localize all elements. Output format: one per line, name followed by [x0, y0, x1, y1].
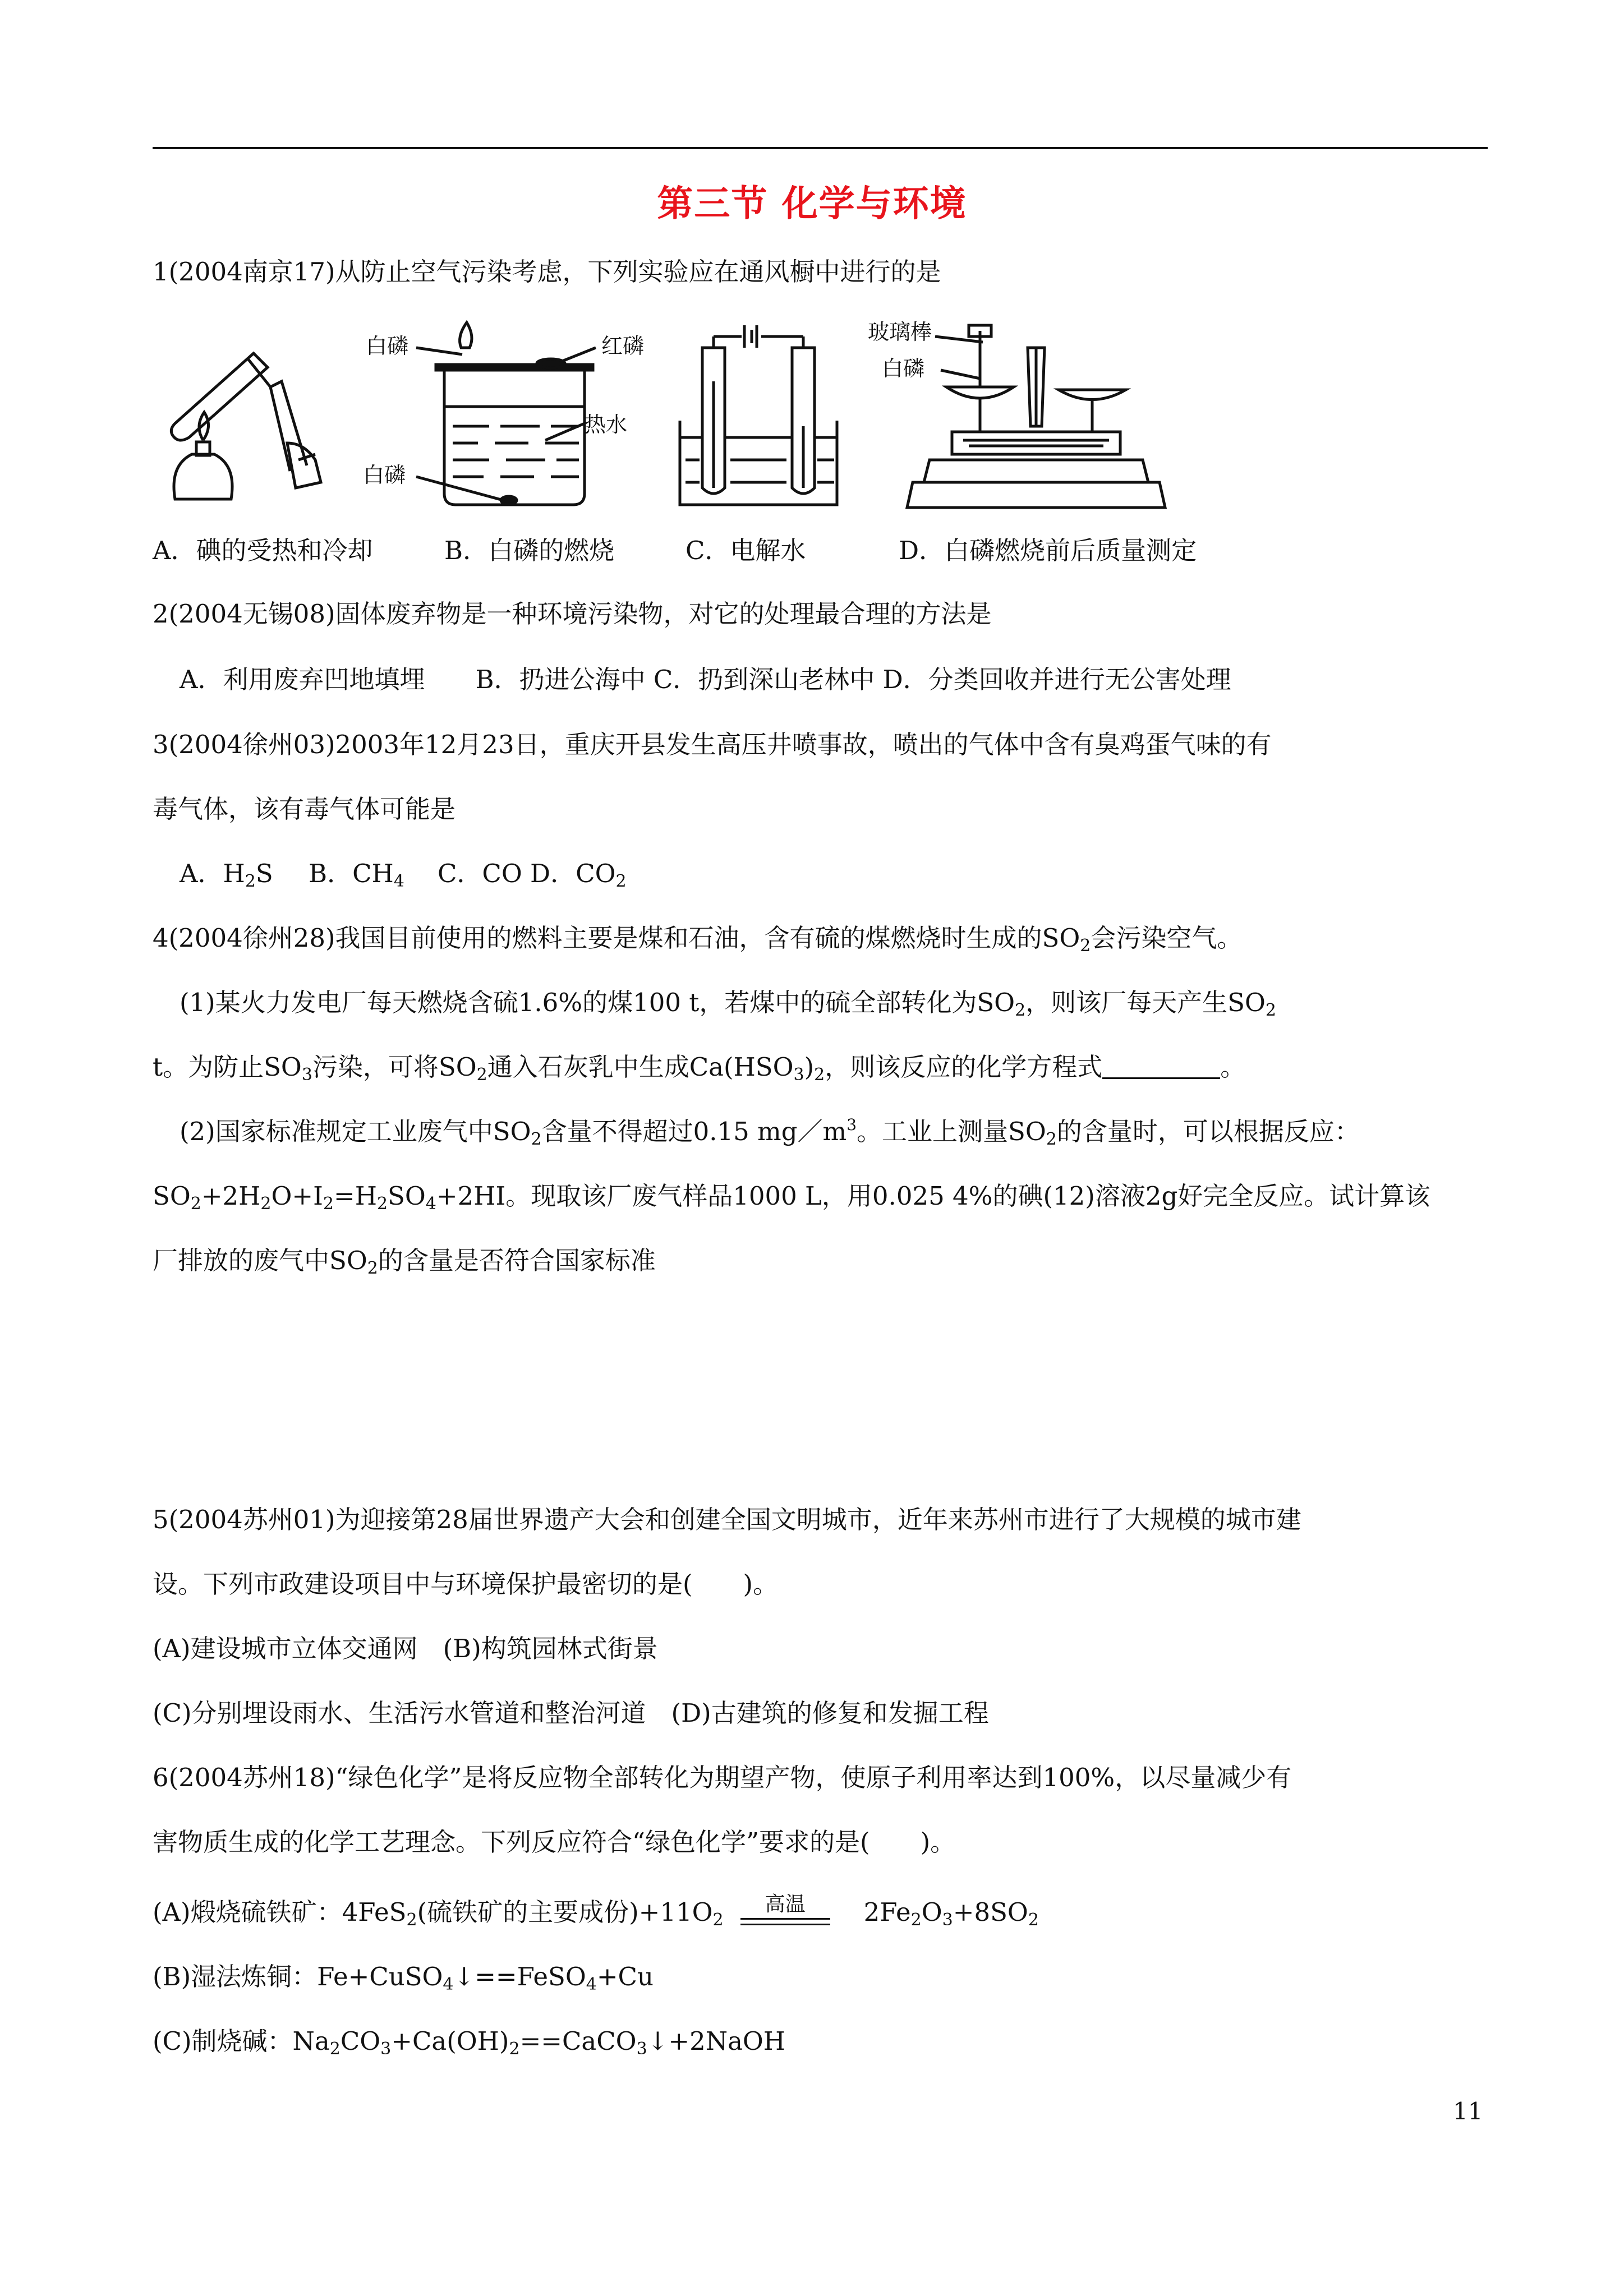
q1-option-c[interactable]: C．电解水	[686, 536, 806, 565]
figure-a-test-tube-heating	[153, 314, 338, 516]
figure-c-electrolysis	[669, 314, 848, 516]
q5-options-ab[interactable]: (A)建设城市立体交通网 (B)构筑园林式街景	[153, 1634, 658, 1663]
page-number: 11	[1453, 2097, 1483, 2125]
q4-part2-line2: $SO_2+2H_2O+I_2=H_2SO_4+2HI$。现取该厂废气样品1000 L，用0.025 4%的碘(12)溶液2g好完全反应。试计算该	[153, 1181, 1430, 1214]
q5-options-cd[interactable]: (C)分别埋设雨水、生活污水管道和整治河道 (D)古建筑的修复和发掘工程	[153, 1698, 989, 1728]
label-hot-water: 热水	[585, 412, 628, 437]
q2-options[interactable]: A．利用废弃凹地填埋 B．扔进公海中 C．扔到深山老林中 D．分类回收并进行无公害处理	[180, 665, 1231, 694]
q1-figures	[153, 314, 1521, 516]
q4-stem: 4(2004徐州28)我国目前使用的燃料主要是煤和石油，含有硫的煤燃烧时生成的$SO_2$会污染空气。	[153, 923, 1243, 956]
q4-part1-line2: t。为防止$SO_3$污染，可将$SO_2$通入石灰乳中生成$Ca(HSO_3)_2$，则该反应的化学方程式 。	[153, 1052, 1246, 1085]
answer-blank[interactable]	[1102, 1055, 1220, 1079]
figure-d-balance	[868, 314, 1182, 516]
q6-option-c[interactable]: (C)制烧碱：$Na_2CO_3+Ca(OH)_2==CaCO_3↓+2NaOH$	[153, 2026, 786, 2059]
label-red-p: 红磷	[601, 334, 645, 358]
label-glass-rod: 玻璃棒	[868, 320, 932, 344]
reaction-condition-arrow: 高温	[740, 1898, 830, 1931]
q1-option-b[interactable]: B．白磷的燃烧	[444, 536, 615, 565]
page-title: 第三节 化学与环境	[657, 183, 967, 225]
q3-stem-line1: 3(2004徐州03)2003年12月23日，重庆开县发生高压井喷事故，喷出的气体中含有臭鸡蛋气味的有	[153, 730, 1272, 759]
q6-option-b[interactable]: (B)湿法炼铜：Fe+CuSO$_4$↓==FeSO$_4$+Cu	[153, 1962, 654, 1994]
q3-option-a[interactable]: A．$H_2S$	[180, 859, 273, 891]
q5-stem-line2: 设。下列市政建设项目中与环境保护最密切的是( )。	[153, 1569, 779, 1599]
q2-stem: 2(2004无锡08)固体废弃物是一种环境污染物，对它的处理最合理的方法是	[153, 599, 992, 629]
label-white-p-bottom: 白磷	[363, 463, 406, 487]
q4-part2-line1: (2)国家标准规定工业废气中$SO_2$含量不得超过0.15 $mg/m^3$。工业上测量$SO_2$的含量时，可以根据反应：	[180, 1115, 1360, 1149]
q1-stem: 1(2004南京17)从防止空气污染考虑，下列实验应在通风橱中进行的是	[153, 257, 941, 287]
figure-b-beaker	[360, 314, 697, 516]
q5-stem-line1: 5(2004苏州01)为迎接第28届世界遗产大会和创建全国文明城市，近年来苏州市进行了大规模的城市建	[153, 1505, 1301, 1534]
q3-option-cd[interactable]: C．CO D．$CO_2$	[438, 859, 627, 891]
q3-option-b[interactable]: B．$CH_4$	[309, 859, 404, 891]
q6-stem-line2: 害物质生成的化学工艺理念。下列反应符合“绿色化学”要求的是( )。	[153, 1827, 956, 1857]
q1-options	[153, 534, 1197, 568]
q4-part2-line3: 厂排放的废气中$SO_2$的含量是否符合国家标准	[153, 1246, 656, 1278]
header-rule	[153, 147, 1488, 149]
q6-stem-line1: 6(2004苏州18)“绿色化学”是将反应物全部转化为期望产物，使原子利用率达到100%，以尽量减少有	[153, 1763, 1292, 1792]
q1-option-a[interactable]: A．碘的受热和冷却	[153, 536, 373, 565]
label-white-p-top: 白磷	[366, 334, 409, 358]
q3-options	[180, 857, 627, 891]
q4-part1-line1: (1)某火力发电厂每天燃烧含硫1.6%的煤100 t，若煤中的硫全部转化为$SO_2$，则该厂每天产生$SO_2$	[180, 988, 1276, 1020]
q6-option-a[interactable]: (A)煅烧硫铁矿：4FeS$_2$(硫铁矿的主要成份)$+11O_2$ 高温 $2Fe_2O_3+8SO_2$	[153, 1896, 1039, 1931]
q1-option-d[interactable]: D．白磷燃烧前后质量测定	[899, 536, 1197, 565]
q3-stem-line2: 毒气体，该有毒气体可能是	[153, 794, 456, 824]
label-white-p-balance: 白磷	[882, 356, 925, 381]
